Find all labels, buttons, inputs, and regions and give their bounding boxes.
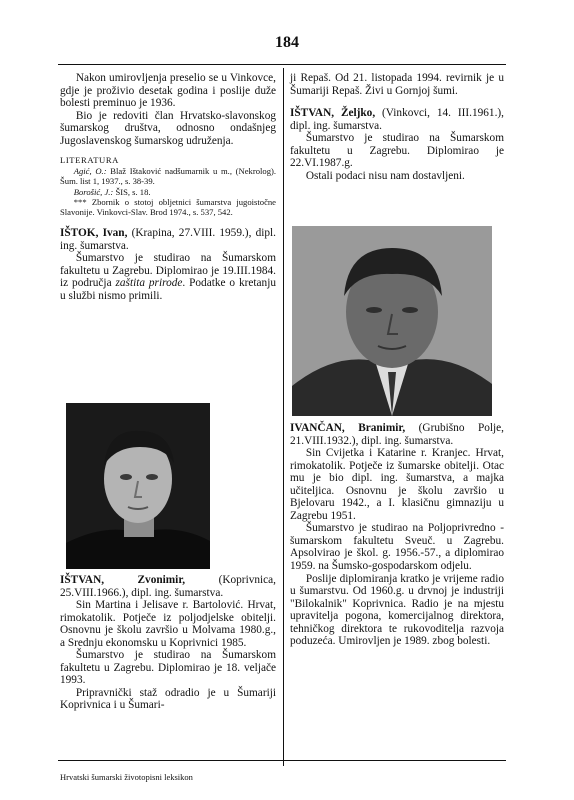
header-rule xyxy=(58,64,506,65)
literature-author: Agić, O.: xyxy=(73,166,107,177)
portrait-image xyxy=(66,403,210,569)
portrait-photo-branimir-ivancan xyxy=(292,226,492,416)
footer-title: Hrvatski šumarski životopisni leksikon xyxy=(60,772,193,782)
intro-paragraph-1: Nakon umirovljenja preselio se u Vinkovce, gdje je proživio desetak godina i poslije duže bolesti preminuo je 1936. xyxy=(60,72,276,110)
literature-item xyxy=(60,166,276,186)
left-column-lower xyxy=(60,574,276,712)
entry-name: IVANČAN, Branimir, xyxy=(290,422,406,434)
literature-title: Blaž Ištaković nadšumarnik u m., (Nekrolog). Šum. list 1, 1937., s. 38-39. xyxy=(60,166,276,187)
entry-ivancan-branimir-heading xyxy=(290,422,504,447)
entry-meta: (Vinkovci, 14. III.1961.), dipl. ing. šumarstva. xyxy=(290,107,504,132)
entry-continuation: ji Repaš. Od 21. listopada 1994. revirnik je u Šumariji Repaš. Živi u Gornjoj šumi. xyxy=(290,72,504,97)
entry-name: IŠTOK, Ivan, xyxy=(60,227,128,240)
entry-paragraph: Šumarstvo je studirao na Poljoprivredno - šumarskom fakultetu Sveuč. u Zagrebu. Apsolvirao je škol. g. 1956.-57., a diplomirao 1959. na Šumsko-gospodarskom odjelu. xyxy=(290,522,504,573)
right-column xyxy=(290,72,504,182)
page-number: 184 xyxy=(275,34,299,51)
literature-author: Borošić, J.: xyxy=(73,186,114,197)
literature-title: ŠIS, s. 18. xyxy=(113,186,151,197)
literature-heading: LITERATURA xyxy=(60,155,119,166)
entry-istok-ivan-heading xyxy=(60,227,276,252)
entry-name: IŠTVAN, Željko, xyxy=(290,107,376,120)
entry-name: IŠTVAN, Zvonimir, xyxy=(60,574,186,586)
entry-paragraph: Šumarstvo je studirao na Šumarskom fakultetu u Zagrebu. Diplomirao je 18. veljače 1993. xyxy=(60,649,276,687)
entry-paragraph: Ostali podaci nisu nam dostavljeni. xyxy=(305,169,465,182)
entry-paragraph: Sin Cvijetka i Katarine r. Kranjec. Hrvat, rimokatolik. Potječe iz šumarske obitelji. Otac mu je bio dipl. ing. šumarstva, a majka učiteljica. Osnovnu je školu završio u Bjelovaru 1942., a I. klasičnu gimnaziju u Zagrebu 1951. xyxy=(290,447,504,522)
literature-list xyxy=(60,166,276,217)
entry-meta: (Grubišno Polje, 21.VIII.1932.), dipl. ing. šumarstva. xyxy=(290,422,504,447)
literature-item: *** Zbornik o stotoj obljetnici šumarstva jugoistočne Slavonije. Vinkovci-Slav. Brod 1974., s. 537, 542. xyxy=(60,196,276,218)
entry-text: . Podatke o kretanju u službi nismo primili. xyxy=(60,277,276,303)
entry-meta: (Koprivnica, 25.VIII.1966.), dipl. ing. šumarstva. xyxy=(60,574,276,599)
entry-text: Šumarstvo je studirao na Šumarskom fakultetu u Zagrebu. Diplomirao je 19.III.1984. iz područja xyxy=(60,252,276,290)
left-column xyxy=(60,72,276,303)
footer-rule xyxy=(58,760,506,761)
entry-paragraph xyxy=(60,252,276,302)
entry-paragraph: Sin Martina i Jelisave r. Bartolović. Hrvat, rimokatolik. Potječe iz poljodjelske obitelji. Osnovnu je školu završio u Molvama 1980.g., a Srednju ekonomsku u Koprivnici 1985. xyxy=(60,599,276,649)
right-column-lower xyxy=(290,422,504,648)
literature-item xyxy=(60,187,276,197)
entry-paragraph: Šumarstvo je studirao na Šumarskom fakultetu u Zagrebu. Diplomirao je 22.VI.1987.g. xyxy=(290,132,504,170)
entry-paragraph: Poslije diplomiranja kratko je vrijeme radio u šumarstvu. Od 1960.g. u drvnoj je industriji "Bilokalnik" Koprivnica. Radio je na mjestu upravitelja pogona, komercijalnog direktora, tehničkog direktora te rukovoditelja razvoja poduzeća. Umirovljen je 1989. zbog bolesti. xyxy=(290,572,504,648)
entry-text-italic: zaštita prirode xyxy=(115,277,183,290)
entry-meta: (Krapina, 27.VIII. 1959.), dipl. ing. šumarstva. xyxy=(60,227,276,252)
entry-paragraph: Pripravnički staž odradio je u Šumariji Koprivnica i u Šumari- xyxy=(60,686,276,712)
intro-paragraph-2: Bio je redoviti član Hrvatsko-slavonskog šumarskog društva, odnosno ondašnjeg Jugoslavenskog šumarskog udruženja. xyxy=(60,109,276,147)
entry-istvan-zeljko-heading xyxy=(290,107,504,132)
portrait-photo-zvonimir-istvan xyxy=(66,403,210,569)
portrait-image xyxy=(292,226,492,416)
entry-istvan-zvonimir-heading xyxy=(60,574,276,599)
column-divider xyxy=(283,68,284,766)
